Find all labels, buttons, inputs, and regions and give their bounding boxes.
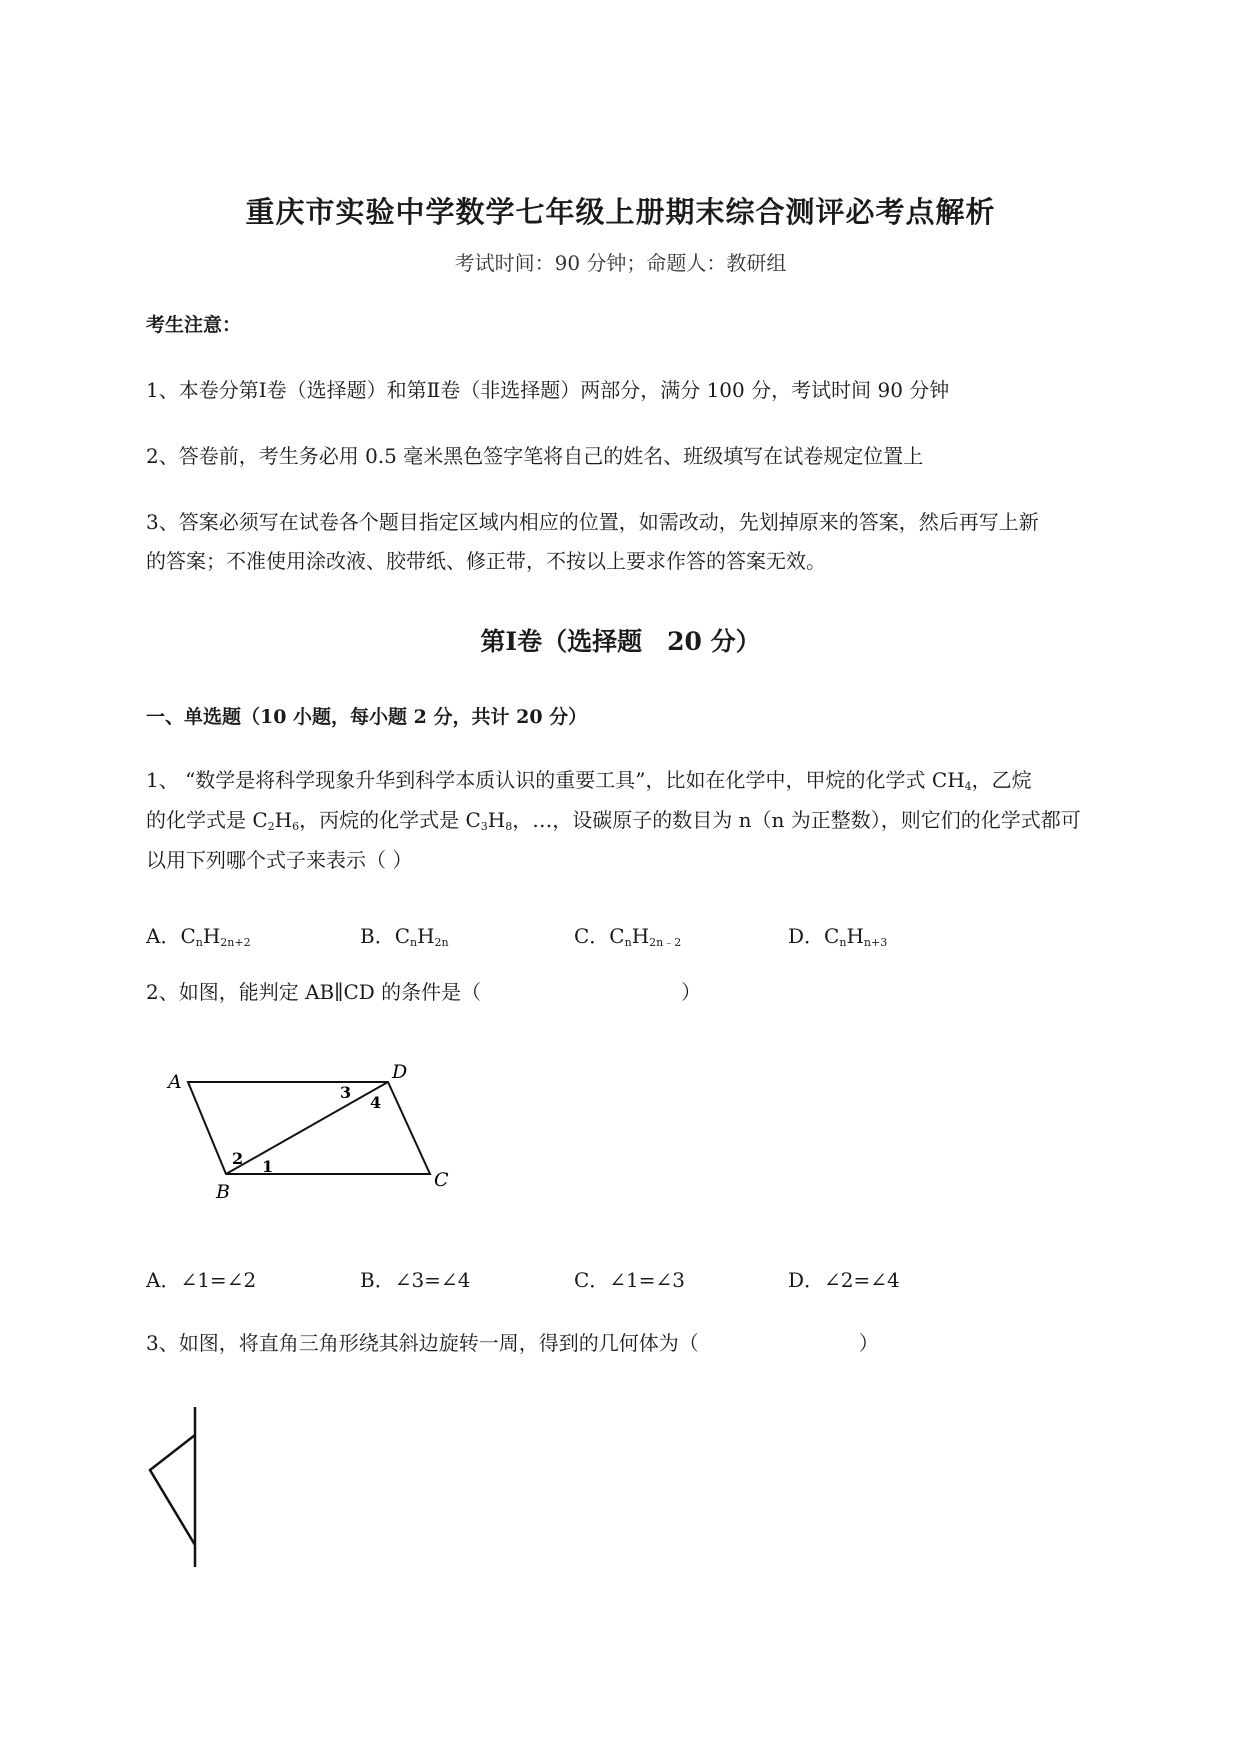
angle-1-label: 1 xyxy=(262,1157,274,1176)
q2-stem: 2、如图，能判定 AB∥CD 的条件是（ ） xyxy=(146,980,702,1004)
note-3-line-1: 3、答案必须写在试卷各个题目指定区域内相应的位置，如需改动，先划掉原来的答案，然后再写上新 xyxy=(146,510,1039,534)
q2-option-a[interactable]: A．∠1=∠2 xyxy=(146,1268,257,1292)
q1-option-a[interactable]: A．$C_nH_{2n+2}$ xyxy=(146,924,251,949)
q3-stem: 3、如图，将直角三角形绕其斜边旋转一周，得到的几何体为（ ） xyxy=(146,1331,879,1355)
q1-line-3: 以用下列哪个式子来表示（ ） xyxy=(146,848,413,872)
diagonal-bd xyxy=(226,1082,388,1174)
angle-2-label: 2 xyxy=(232,1149,244,1168)
angle-3-label: 3 xyxy=(340,1083,352,1102)
part-title: 一、单选题（10 小题，每小题 2 分，共计 20 分） xyxy=(146,706,588,728)
note-1: 1、本卷分第Ⅰ卷（选择题）和第Ⅱ卷（非选择题）两部分，满分 100 分，考试时间 90 分钟 xyxy=(146,378,950,402)
q1-option-b[interactable]: B．$C_nH_{2n}$ xyxy=(360,924,449,949)
label-d: D xyxy=(392,1061,408,1083)
note-2: 2、答卷前，考生务必用 0.5 毫米黑色签字笔将自己的姓名、班级填写在试卷规定位置上 xyxy=(146,444,924,468)
q1-option-d[interactable]: D．$C_nH_{n+3}$ xyxy=(788,924,888,949)
section-title: 第Ⅰ卷（选择题 20 分） xyxy=(480,627,761,656)
page-title: 重庆市实验中学数学七年级上册期末综合测评必考点解析 xyxy=(245,195,996,229)
q3-right-triangle-figure xyxy=(140,1405,220,1575)
q2-option-b[interactable]: B．∠3=∠4 xyxy=(360,1268,471,1292)
angle-4-label: 4 xyxy=(370,1093,382,1112)
q1-line-1: 1、 “数学是将科学现象升华到科学本质认识的重要工具”，比如在化学中，甲烷的化学式 $CH_4$，乙烷 xyxy=(146,768,1032,793)
label-a: A xyxy=(168,1071,182,1093)
label-c: C xyxy=(434,1169,449,1191)
q1-option-c[interactable]: C．$C_nH_{2n﹣2}$ xyxy=(574,924,682,949)
notes-heading: 考生注意： xyxy=(146,314,242,336)
q2-option-d[interactable]: D．∠2=∠4 xyxy=(788,1268,900,1292)
exam-info: 考试时间：90 分钟；命题人：教研组 xyxy=(454,251,787,275)
q2-parallelogram-figure xyxy=(150,1050,470,1210)
right-triangle xyxy=(150,1435,195,1545)
q2-option-c[interactable]: C．∠1=∠3 xyxy=(574,1268,686,1292)
q1-line-2: 的化学式是 $C_2H_6$，丙烷的化学式是 $C_3H_8$，…，设碳原子的数目为 n（n 为正整数），则它们的化学式都可 xyxy=(146,808,1081,833)
note-3-line-2: 的答案；不准使用涂改液、胶带纸、修正带，不按以上要求作答的答案无效。 xyxy=(146,549,826,573)
label-b: B xyxy=(216,1181,230,1203)
